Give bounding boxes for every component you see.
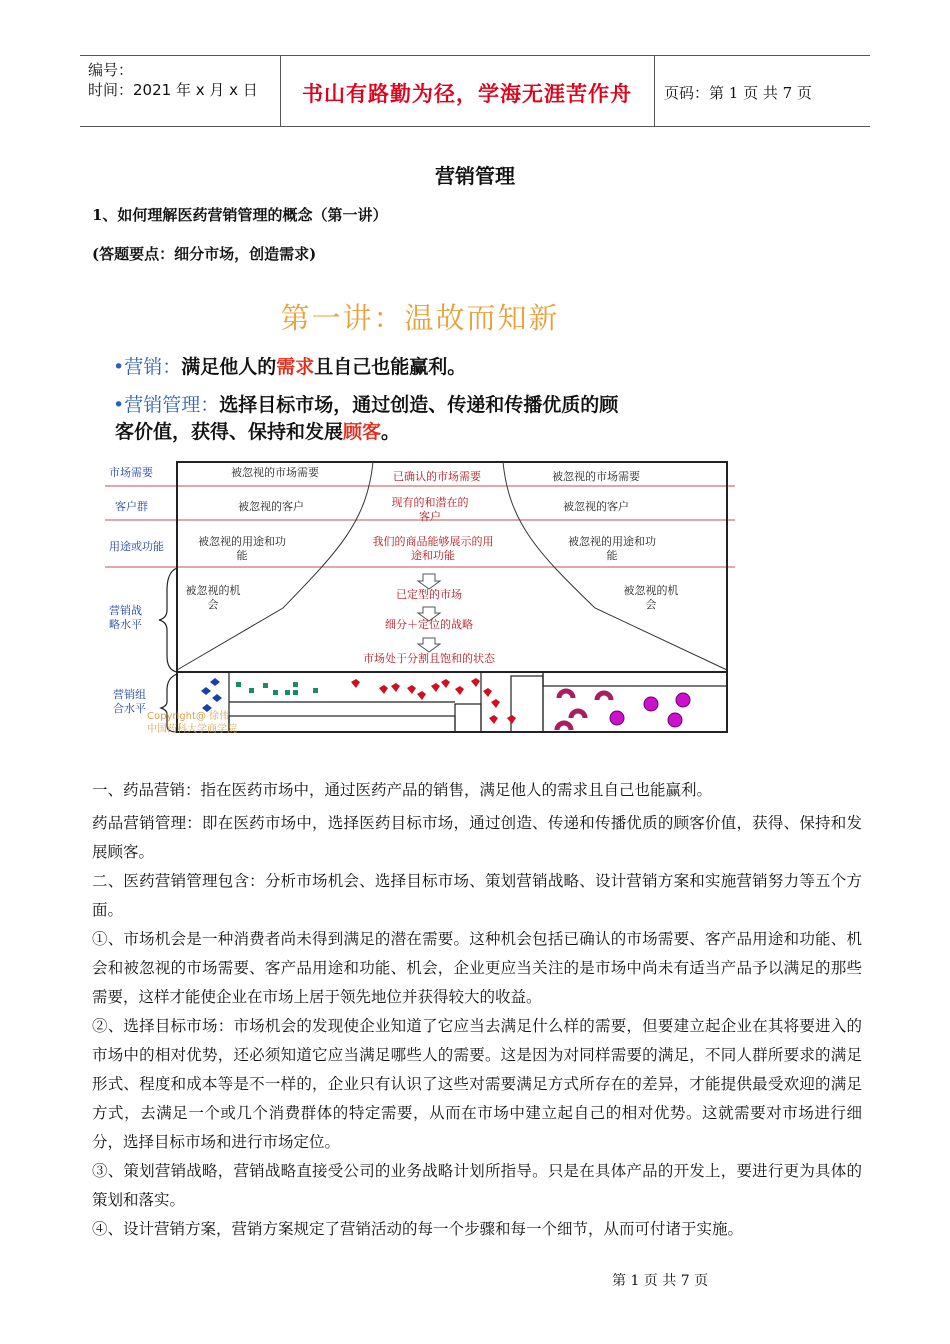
cell-existing-customers: 现有的和潜在的客户 [391, 496, 469, 523]
cell-ignored-customers-right: 被忽视的客户 [563, 500, 629, 513]
paragraph: 一、药品营销：指在医药市场中，通过医药产品的销售，满足他人的需求且自己也能赢利。 [92, 781, 713, 799]
row-label-functions: 用途或功能 [109, 540, 164, 553]
row-label-strategy: 营销战略水平 [109, 604, 142, 631]
slide-emphasis: 顾客 [343, 421, 382, 443]
row-label-mix: 营销组合水平 [113, 688, 146, 715]
document-header [80, 55, 870, 127]
paragraph: 二、医药营销管理包含：分析市场机会、选择目标市场、策划营销战略、设计营销方案和实施营销努力等五个方面。 [92, 872, 862, 919]
slide-emphasis: 需求 [276, 356, 315, 378]
cell-ignored-uses-left: 被忽视的用途和功能 [198, 535, 286, 562]
cell-ignored-needs-right: 被忽视的市场需要 [552, 470, 640, 483]
cell-ignored-opps-right: 被忽视的机会 [623, 584, 679, 611]
paragraph: ①、市场机会是一种消费者尚未得到满足的潜在需要。这种机会包括已确认的市场需要、客产品用途和功能、机会和被忽视的市场需要、客产品用途和功能、机会，企业更应当关注的是市场中尚未有适当产品予以满足的那些需要，这样才能使企业在市场上居于领先地位并获得较大的收益。 [92, 930, 862, 1006]
cell-confirmed-needs: 已确认的市场需要 [393, 470, 481, 483]
paragraph: ④、设计营销方案，营销方案规定了营销活动的每一个步骤和每一个细节，从而可付诸于实施。 [92, 1220, 744, 1238]
header-meta [88, 60, 258, 100]
watermark-line: Copyright@ 徐伟 [147, 711, 230, 722]
slide-watermark [147, 710, 237, 736]
paragraph: ③、策划营销战略，营销战略直接受公司的业务战略计划所指导。只是在具体产品的开发上，要进行更为具体的策划和落实。 [92, 1162, 862, 1209]
cell-our-uses: 我们的商品能够展示的用途和功能 [372, 535, 494, 562]
paragraph: 药品营销管理：即在医药市场中，选择医药目标市场，通过创造、传递和传播优质的顾客价值，获得、保持和发展顾客。 [92, 814, 862, 861]
header-page-info: 页码：第 1 页 共 7 页 [664, 84, 812, 102]
funnel-step-2: 细分＋定位的战略 [385, 618, 473, 631]
slide-term: •营销： [113, 356, 182, 378]
page-footer: 第 1 页 共 7 页 [612, 1273, 709, 1289]
watermark-line: 中国药科大学商学院 [147, 724, 237, 735]
funnel-step-3: 市场处于分割且饱和的状态 [363, 652, 495, 665]
row-label-customers: 客户群 [115, 500, 148, 513]
slide-text: 客价值，获得、保持和发展 [115, 421, 344, 443]
lecture-slide-figure [105, 290, 735, 740]
number-label: 编号： [88, 61, 134, 79]
cell-ignored-uses-right: 被忽视的用途和功能 [568, 535, 656, 562]
cell-ignored-customers-left: 被忽视的客户 [238, 500, 304, 513]
time-label: 时间：2021 年 x 月 x 日 [88, 81, 258, 99]
slide-text: 且自己也能赢利。 [314, 356, 467, 378]
row-label-needs: 市场需要 [109, 466, 153, 479]
funnel-step-1: 已定型的市场 [396, 588, 462, 601]
question-heading: 1、如何理解医药营销管理的概念（第一讲） [92, 206, 388, 224]
slide-text: 满足他人的 [181, 356, 277, 378]
slide-text: 。 [381, 421, 401, 443]
header-divider [654, 56, 655, 126]
slide-text: 选择目标市场，通过创造、传递和传播优质的顾 [219, 394, 619, 416]
slide-title: 第一讲：温故而知新 [280, 301, 560, 335]
cell-ignored-opps-left: 被忽视的机会 [185, 584, 241, 611]
header-motto: 书山有路勤为径，学海无涯苦作舟 [302, 81, 632, 106]
cell-ignored-needs-left: 被忽视的市场需要 [231, 466, 319, 479]
page-title: 营销管理 [435, 164, 515, 188]
slide-term: •营销管理： [113, 394, 220, 416]
question-hint: (答题要点：细分市场，创造需求) [92, 245, 317, 263]
paragraph: ②、选择目标市场：市场机会的发现使企业知道了它应当去满足什么样的需要，但要建立起企业在其将要进入的市场中的相对优势，还必须知道它应当满足哪些人的需要。这是因为对同样需要的满足，不同人群所要求的满足形式、程度和成本等是不一样的，企业只有认识了这些对需要满足方式所存在的差异，才能提供最受欢迎的满足方式，去满足一个或几个消费群体的特定需要，从而在市场中建立起自己的相对优势。这就需要对市场进行细分，选择目标市场和进行市场定位。 [92, 1017, 862, 1151]
